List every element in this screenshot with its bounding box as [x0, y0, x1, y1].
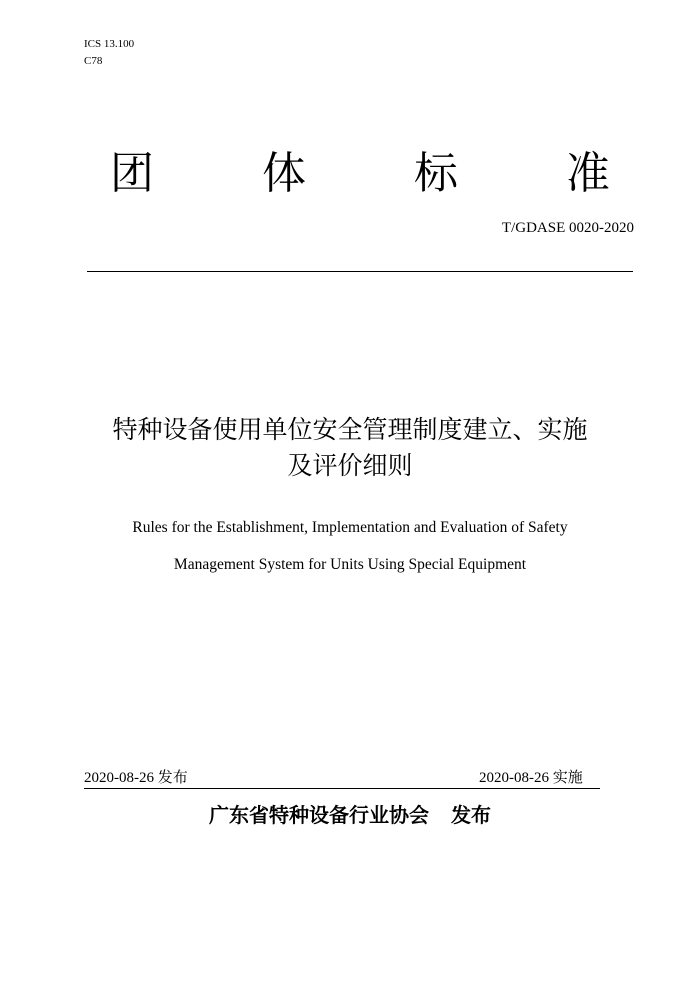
english-title — [40, 509, 660, 583]
standard-number: T/GDASE 0020-2020 — [501, 220, 634, 236]
publisher-action: 发布 — [451, 803, 491, 827]
footer-divider — [84, 788, 600, 789]
standard-type-heading — [110, 146, 610, 202]
publisher-line — [40, 801, 660, 829]
chinese-title-line: 特种设备使用单位安全管理制度建立、实施 — [112, 415, 588, 444]
ics-code: ICS 13.100 — [84, 38, 135, 50]
classification-code: C78 — [84, 55, 103, 67]
chinese-title-line: 及评价细则 — [287, 451, 413, 480]
english-title-line: Management System for Units Using Special Equipment — [173, 556, 527, 573]
english-title-line: Rules for the Establishment, Implementation and Evaluation of Safety — [132, 519, 568, 536]
standard-type-char: 准 — [566, 148, 610, 199]
issue-date: 2020-08-26 发布 — [84, 770, 188, 786]
standard-type-char: 体 — [262, 148, 306, 199]
standard-type-char: 标 — [414, 148, 458, 199]
implementation-date: 2020-08-26 实施 — [479, 770, 583, 786]
header-divider — [87, 271, 633, 272]
publisher-name: 广东省特种设备行业协会 — [209, 803, 429, 827]
standard-type-char: 团 — [110, 148, 154, 199]
chinese-title — [40, 412, 660, 484]
